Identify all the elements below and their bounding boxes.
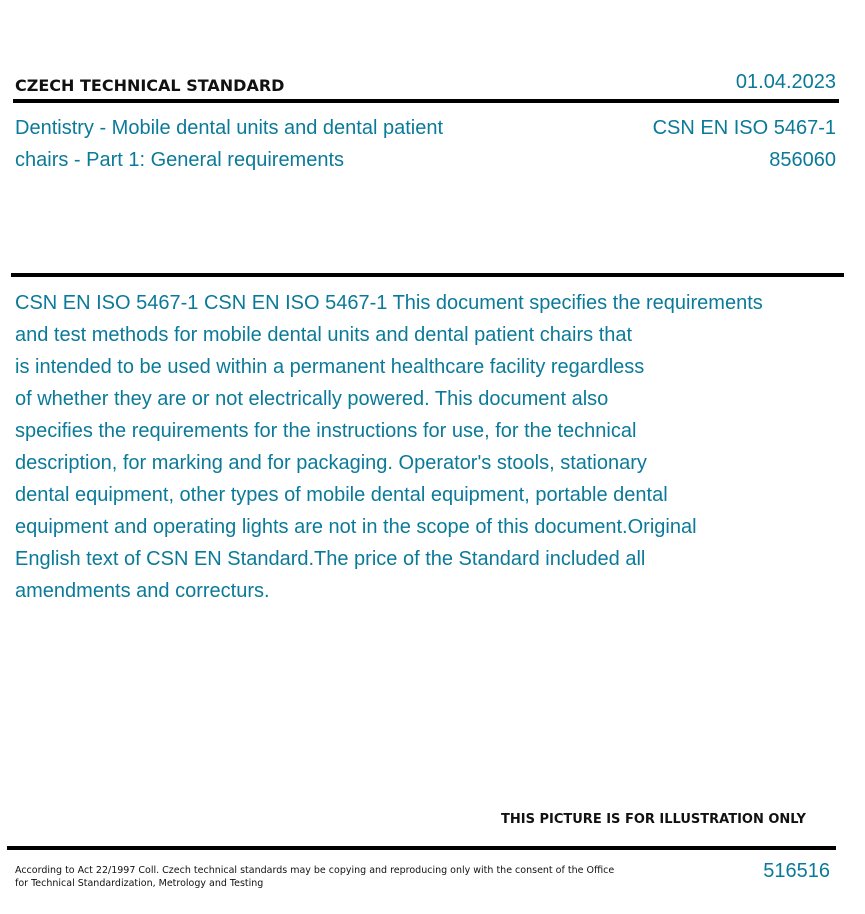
standard-title-line-2: chairs - Part 1: General requirements	[15, 149, 345, 171]
legal-line: According to Act 22/1997 Coll. Czech technical standards may be copying and reproducing only with the consent of the Office	[15, 865, 615, 876]
illustration-disclaimer: THIS PICTURE IS FOR ILLUSTRATION ONLY	[501, 812, 806, 827]
abstract-line: equipment and operating lights are not in the scope of this document.Original	[15, 516, 697, 538]
header-divider	[13, 99, 839, 103]
abstract-line: is intended to be used within a permanent healthcare facility regardless	[15, 356, 645, 378]
standard-number: CSN EN ISO 5467-1	[652, 117, 836, 139]
product-code: 516516	[763, 860, 830, 882]
abstract-line: and test methods for mobile dental units and dental patient chairs that	[15, 324, 633, 346]
abstract-line: description, for marking and for packaging. Operator's stools, stationary	[15, 452, 647, 474]
abstract-line: amendments and correcturs.	[15, 580, 270, 602]
abstract-line: English text of CSN EN Standard.The price of the Standard included all	[15, 548, 646, 570]
standard-title-line-1: Dentistry - Mobile dental units and dental patient	[15, 117, 444, 139]
document-type-label: CZECH TECHNICAL STANDARD	[15, 76, 285, 95]
footer-divider	[7, 846, 836, 850]
classification-number: 856060	[769, 149, 836, 171]
publication-date: 01.04.2023	[735, 71, 836, 93]
abstract-line: specifies the requirements for the instructions for use, for the technical	[15, 420, 637, 442]
legal-notice	[15, 864, 614, 890]
legal-line: for Technical Standardization, Metrology and Testing	[15, 878, 264, 889]
abstract-line: of whether they are or not electrically powered. This document also	[15, 388, 609, 410]
abstract-text	[15, 287, 840, 607]
title-divider	[11, 273, 844, 277]
abstract-line: dental equipment, other types of mobile dental equipment, portable dental	[15, 484, 668, 506]
abstract-line: CSN EN ISO 5467-1 CSN EN ISO 5467-1 This document specifies the requirements	[15, 292, 763, 314]
